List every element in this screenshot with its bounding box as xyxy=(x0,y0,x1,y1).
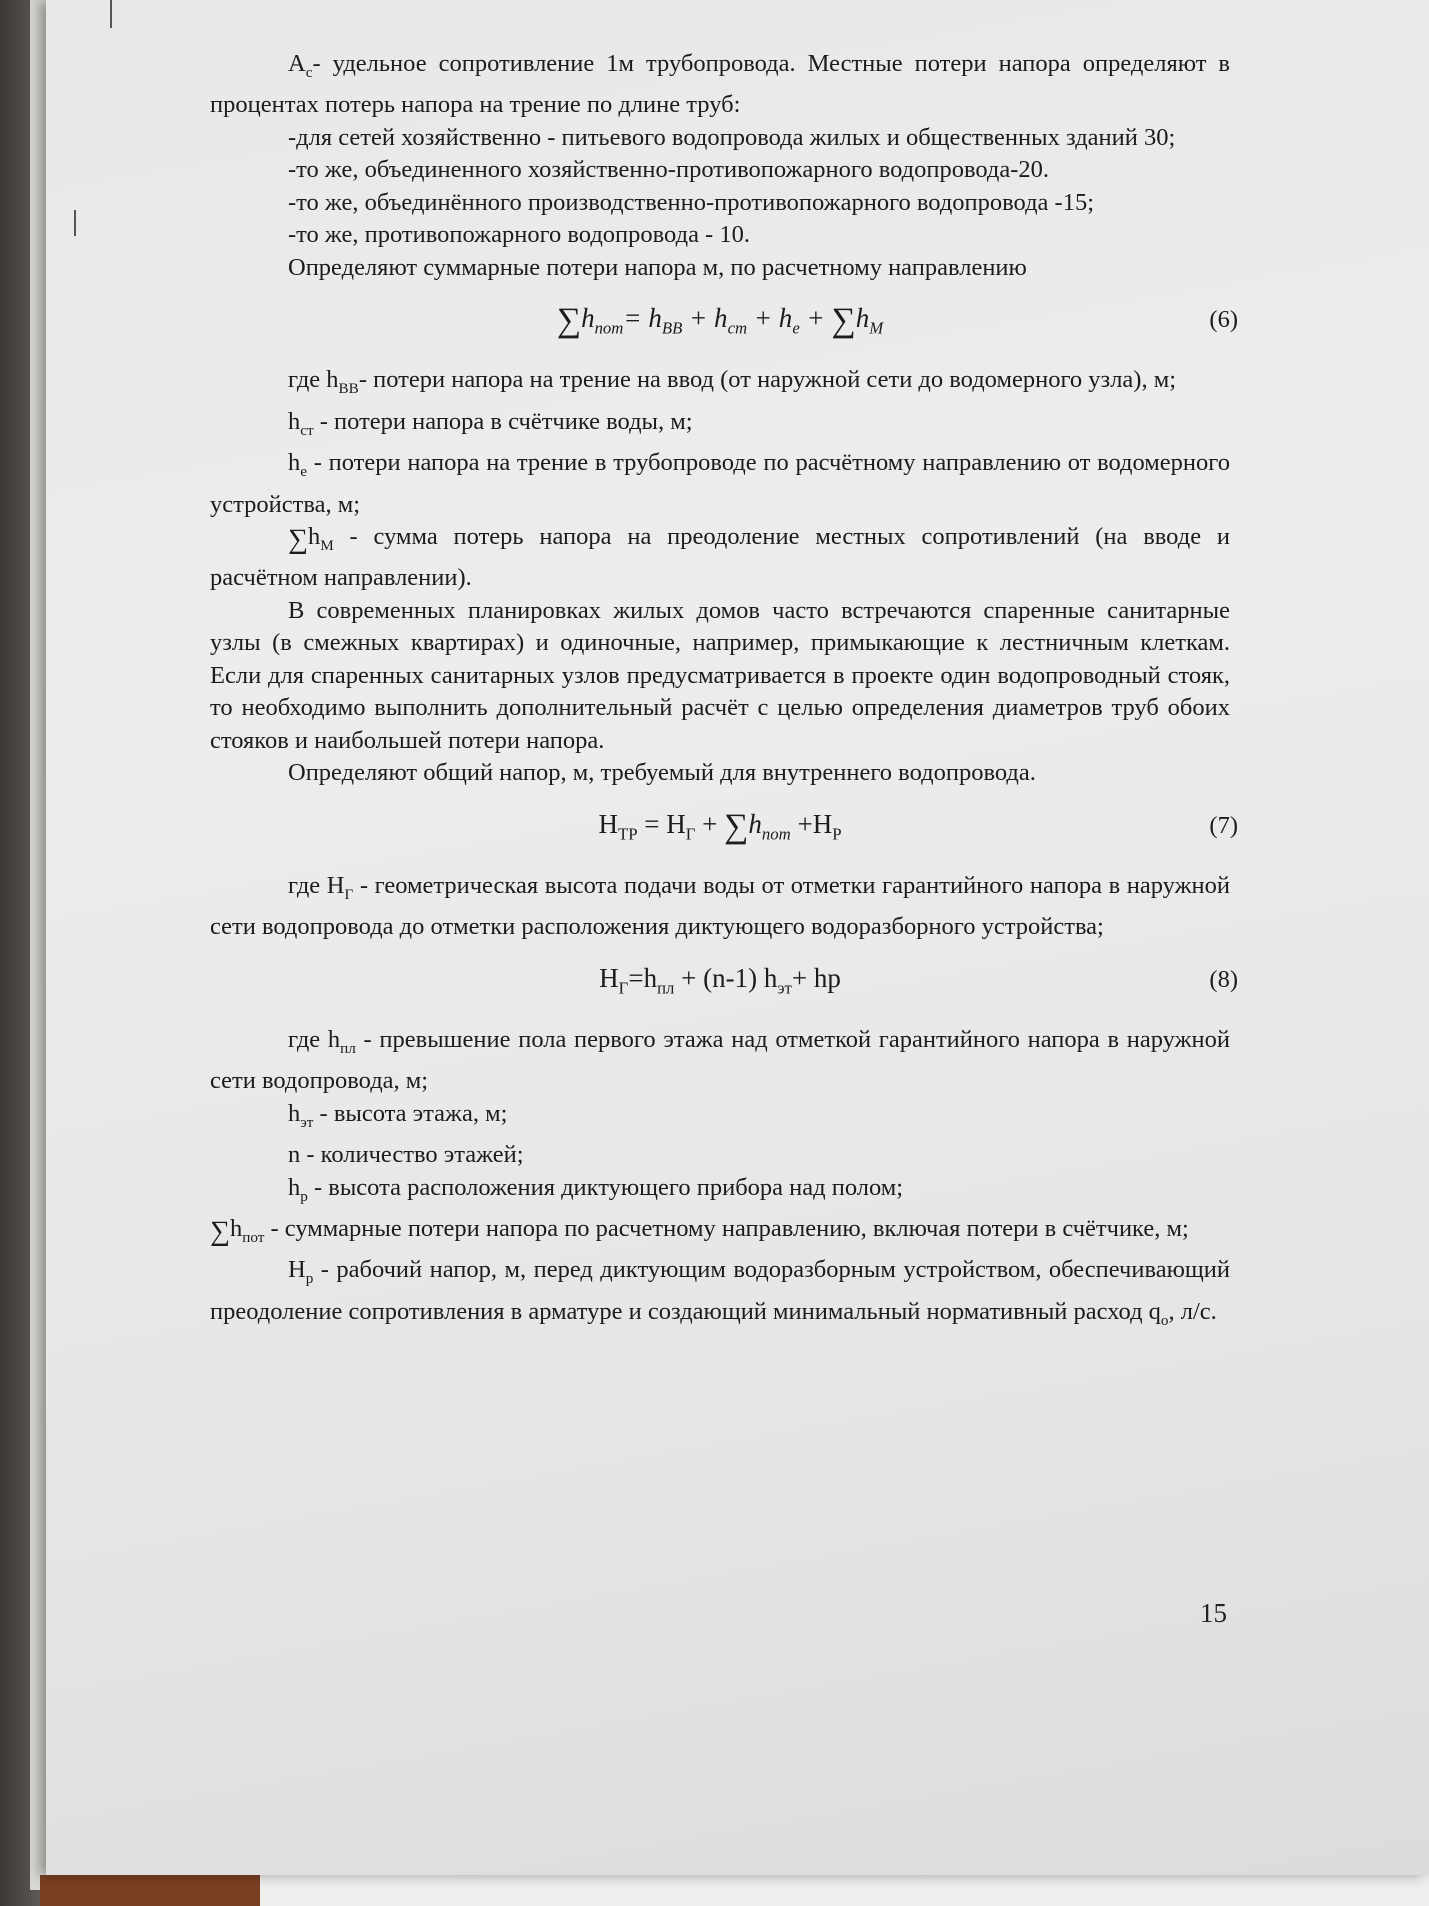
list-item: -то же, объединённого производственно-противопожарного водопровода -15; xyxy=(288,188,1095,216)
paragraph: $\sum h_M$ - сумма потерь напора на преодоление местных сопротивлений (на вводе и расчётном направлении). xyxy=(210,523,1230,592)
formula-8 xyxy=(210,950,1238,1014)
paragraph: Определяют суммарные потери напора м, по расчетному направлению xyxy=(288,253,1027,281)
lower-sheet-edge xyxy=(260,1875,1429,1906)
formula-body: $H_{ТР} = H_Г + \sum h_{пот} +H_P$ xyxy=(598,807,842,845)
formula-6 xyxy=(210,290,1238,354)
paragraph: n - количество этажей; xyxy=(288,1141,524,1169)
sigma-symbol: ∑ xyxy=(831,302,856,340)
list-item: -то же, противопожарного водопровода - 10. xyxy=(288,221,750,249)
paragraph: где $h_{BB}-$ потери напора на трение на ввод (от наружной сети до водомерного узла), м; xyxy=(288,366,1177,398)
paragraph: где $h_{пл}$ - превышение пола первого этажа над отметкой гарантийного напора в наружной сети водопровода, м; xyxy=(210,1025,1230,1095)
paragraph: $A_c-$ удельное сопротивление 1м трубопровода. Местные потери напора определяют в процентах потерь напора на трение по длине труб: xyxy=(210,50,1230,119)
formula-number: (6) xyxy=(1209,306,1238,334)
paragraph: $H_p$ - рабочий напор, м, перед диктующим водоразборным устройством, обеспечивающий преодоление сопротивления в арматуре и создающий минимальный нормативный расход $q_o$, л/с. xyxy=(210,1256,1230,1329)
list-item: -то же, объединенного хозяйственно-противопожарного водопровода-20. xyxy=(288,156,1050,184)
formula-7 xyxy=(210,796,1238,860)
formula-body: $\sum h_{пот}= h_{BB} + h_{ст} + h_e + \sum h_M$ xyxy=(556,302,884,340)
paragraph: $h_{ст}$ - потери напора в счётчике воды, м; xyxy=(288,407,693,439)
paragraph: $h_e$ - потери напора на трение в трубопроводе по расчётному направлению от водомерного устройства, м; xyxy=(210,449,1230,518)
sigma-symbol: ∑ xyxy=(724,807,749,845)
page-number: 15 xyxy=(1200,1598,1227,1628)
formula-body: $H_Г=h_{пл} + (n-1)$ $h_{эт}+$ hp xyxy=(599,962,841,998)
paragraph: В современных планировках жилых домов часто встречаются спаренные санитарные узлы (в смежных квартирах) и одиночные, например, примыкающие к лестничным клеткам. Если для спаренных санитарных узлов предусматривается в проекте один водопроводный стояк, то необходимо выполнить дополнительный расчёт с целью определения диаметров труб обоих стояков и наибольшей потери напора. xyxy=(210,596,1230,754)
margin-mark xyxy=(110,0,112,28)
sigma-symbol: ∑ xyxy=(210,1216,230,1248)
paragraph: $\sum h_{пот}$ - суммарные потери напора по расчетному направлению, включая потери в счётчике, м; xyxy=(210,1215,1189,1248)
paragraph: $h_{эт}$ - высота этажа, м; xyxy=(288,1099,508,1131)
formula-number: (7) xyxy=(1209,811,1238,839)
formula-number: (8) xyxy=(1209,965,1238,993)
sigma-symbol: ∑ xyxy=(288,524,308,556)
margin-mark xyxy=(74,210,76,236)
list-item: -для сетей хозяйственно - питьевого водопровода жилых и общественных зданий 30; xyxy=(288,123,1176,151)
sigma-symbol: ∑ xyxy=(556,302,582,340)
paragraph: Определяют общий напор, м, требуемый для внутреннего водопровода. xyxy=(288,759,1036,787)
paragraph: $h_p$ - высота расположения диктующего прибора над полом; xyxy=(288,1173,904,1205)
paragraph: где $H_Г$ - геометрическая высота подачи воды от отметки гарантийного напора в наружной сети водопровода до отметки расположения диктующего водоразборного устройства; xyxy=(210,871,1230,941)
page-text xyxy=(210,48,1238,1337)
